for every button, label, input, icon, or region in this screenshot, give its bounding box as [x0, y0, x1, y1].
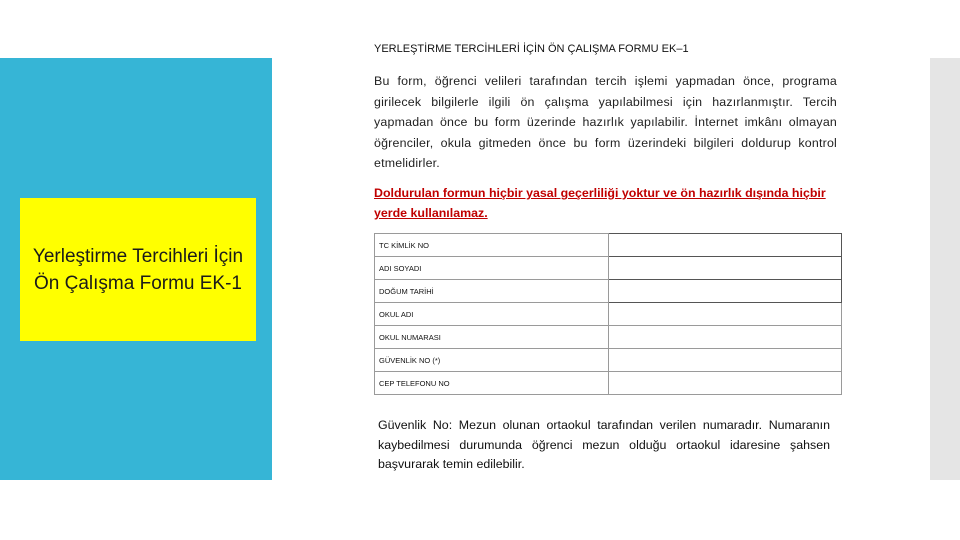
field-guvenlik-no[interactable] [609, 349, 842, 372]
left-heading: Yerleştirme Tercihleri İçin Ön Çalışma Formu EK-1 [32, 245, 244, 294]
field-adi-soyadi[interactable] [609, 257, 842, 280]
right-side-strip [930, 58, 960, 480]
row-label-cep-telefonu: CEP TELEFONU NO [375, 372, 609, 395]
form-title: YERLEŞTİRME TERCİHLERİ İÇİN ÖN ÇALIŞMA FORMU EK–1 [374, 43, 689, 55]
table-row [375, 326, 842, 349]
table-row [375, 257, 842, 280]
row-label-adi-soyadi: ADI SOYADI [375, 257, 609, 280]
row-label-okul-numarasi: OKUL NUMARASI [375, 326, 609, 349]
row-label-dogum-tarihi: DOĞUM TARİHİ [375, 280, 609, 303]
form-table [374, 233, 842, 395]
left-heading-box [20, 198, 256, 341]
warning-text: Doldurulan formun hiçbir yasal geçerliliği yoktur ve ön hazırlık dışında hiçbir yerde kullanılamaz. [374, 186, 826, 220]
field-okul-adi[interactable] [609, 303, 842, 326]
row-label-guvenlik-no: GÜVENLİK NO (*) [375, 349, 609, 372]
row-label-tc-kimlik: TC KİMLİK NO [375, 234, 609, 257]
table-row [375, 280, 842, 303]
intro-paragraph: Bu form, öğrenci velileri tarafından tercih işlemi yapmadan önce, programa girilecek bilgilerle ilgili ön çalışma yapılabilmesi için hazırlanmıştır. Tercih yapmadan önce bu form üzerinde hazırlık yapılabilir. İnternet imkânı olmayan öğrenciler, okula gitmeden önce bu form üzerindeki bilgileri doldurup kontrol etmelidirler. [374, 74, 837, 170]
field-tc-kimlik[interactable] [609, 234, 842, 257]
table-row [375, 349, 842, 372]
field-dogum-tarihi[interactable] [609, 280, 842, 303]
table-row [375, 303, 842, 326]
table-row [375, 372, 842, 395]
field-cep-telefonu[interactable] [609, 372, 842, 395]
field-okul-numarasi[interactable] [609, 326, 842, 349]
security-number-note: Güvenlik No: Mezun olunan ortaokul tarafından verilen numaradır. Numaranın kaybedilmesi durumunda öğrenci mezun olduğu ortaokul idaresine şahsen başvurarak temin edilebilir. [378, 418, 830, 471]
table-row [375, 234, 842, 257]
row-label-okul-adi: OKUL ADI [375, 303, 609, 326]
